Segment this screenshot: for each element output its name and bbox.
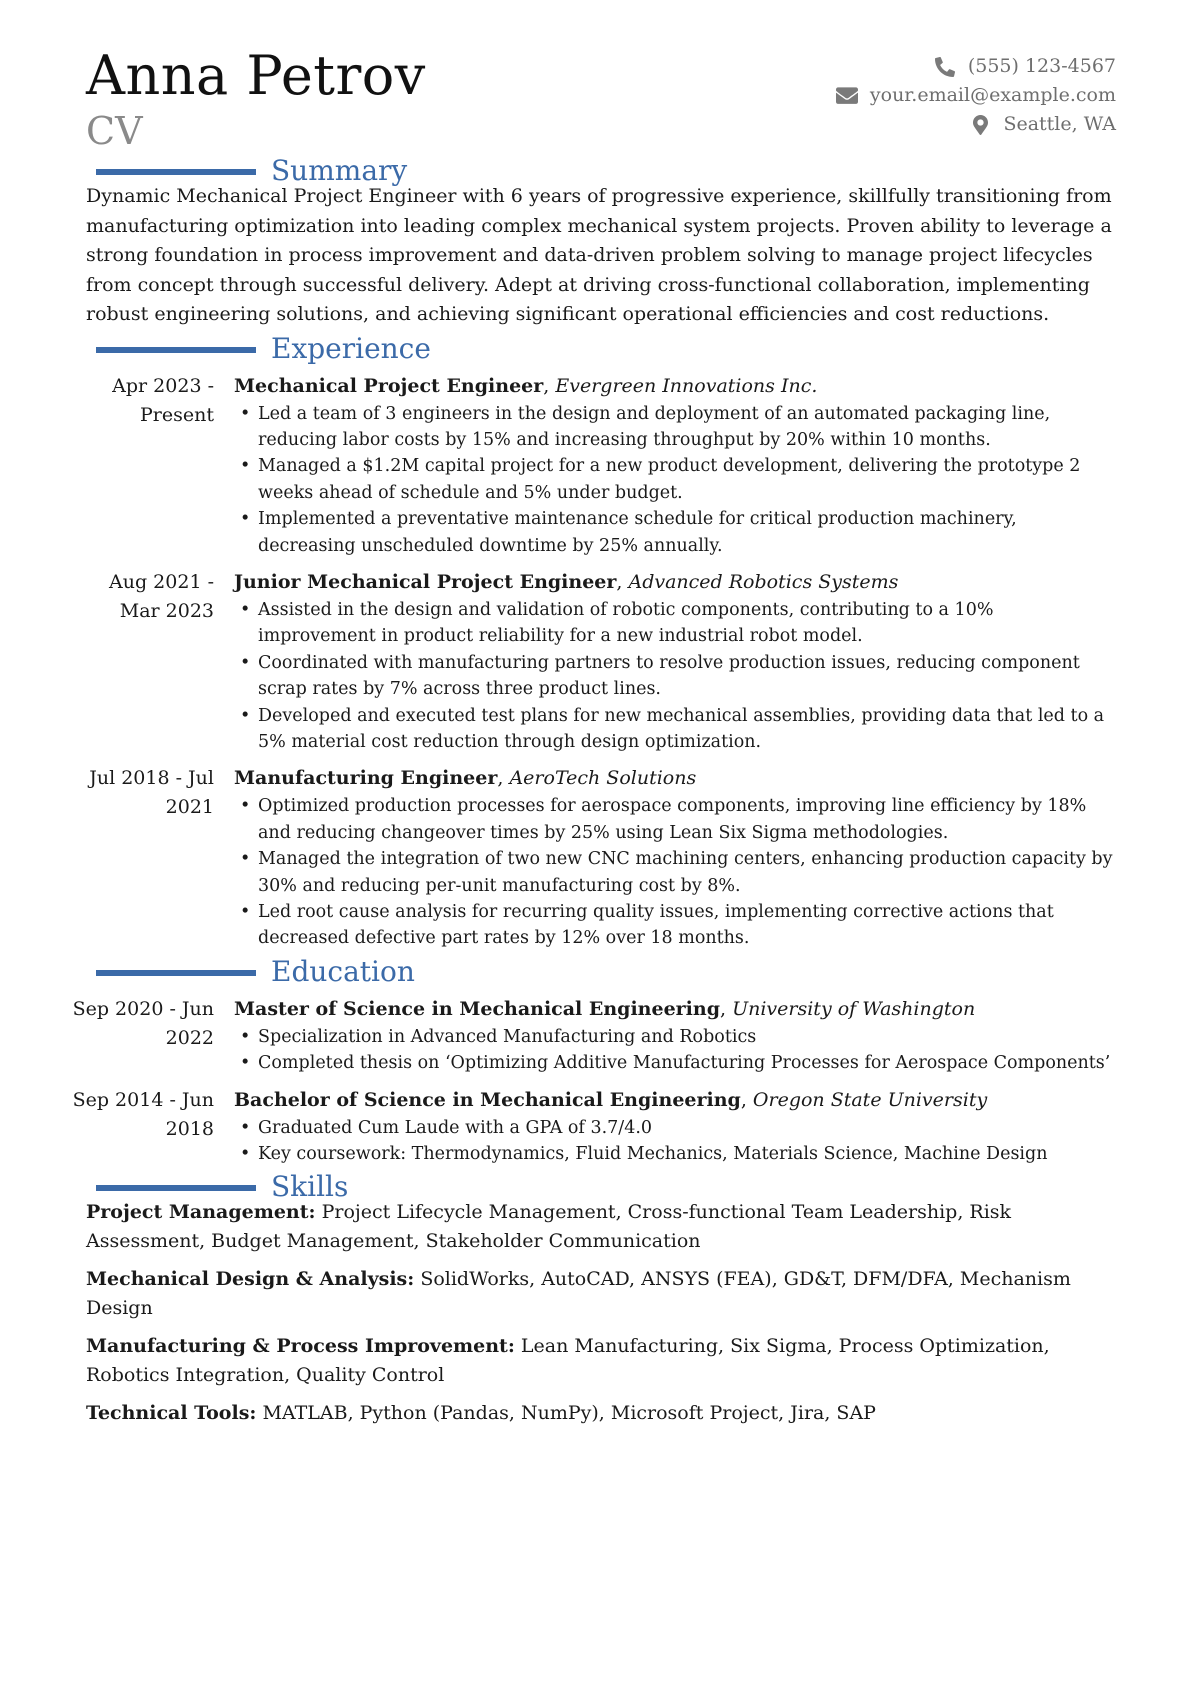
location-text: Seattle, WA (1003, 113, 1116, 135)
entry-role: Mechanical Project Engineer (234, 374, 544, 397)
entry-date: Sep 2014 - Jun 2018 (72, 1088, 214, 1140)
bullet-text: Assisted in the design and validation of robotic components, contributing to a 10% improvement in product reliability for a new industrial robot model. (258, 599, 994, 647)
entry-title (234, 372, 1116, 401)
entry-separator: , (497, 767, 510, 790)
bullet-dot: • (240, 705, 251, 726)
bullet-dot: • (240, 849, 251, 870)
education-entry (72, 1086, 1116, 1168)
bullet-text: Managed a $1.2M capital project for a new product development, delivering the prototype 2 weeks ahead of schedule and 5% under budget. (258, 456, 1081, 503)
entry-organization: Oregon State University (752, 1088, 988, 1111)
experience-entry (86, 372, 1116, 559)
bullet-item (234, 597, 1116, 650)
entry-title (234, 568, 1116, 597)
bullet-item (234, 703, 1116, 756)
contact-email (836, 81, 1116, 110)
bullet-text: Developed and executed test plans for new mechanical assemblies, providing data that led to a 5% material cost reduction through design optimization. (258, 705, 1105, 752)
education-entry (72, 995, 1116, 1077)
entry-body (234, 568, 1116, 755)
bullet-dot: • (240, 1117, 251, 1138)
section-rule (96, 1185, 256, 1191)
document-type: CV (86, 109, 143, 153)
bullet-item (234, 1024, 1116, 1050)
bullet-item (234, 506, 1116, 559)
bullet-dot: • (240, 403, 251, 424)
bullet-item (234, 793, 1116, 846)
experience-entry (86, 764, 1116, 951)
section-heading-experience (96, 332, 1116, 370)
skills-list (86, 1198, 1116, 1428)
entry-role: Master of Science in Mechanical Engineering (234, 997, 720, 1020)
section-heading-skills (96, 1170, 1116, 1208)
skill-row (86, 1332, 1116, 1390)
bullet-text: Specialization in Advanced Manufacturing and Robotics (258, 1026, 757, 1047)
entry-title (234, 1086, 1116, 1115)
bullet-text: Key coursework: Thermodynamics, Fluid Mechanics, Materials Science, Machine Design (258, 1144, 1048, 1165)
entry-body (234, 1086, 1116, 1168)
bullet-dot: • (240, 1053, 251, 1074)
skill-text: MATLAB, Python (Pandas, NumPy), Microsoft Project, Jira, SAP (262, 1402, 876, 1425)
bullet-item (234, 453, 1116, 506)
experience-list (86, 372, 1116, 952)
skill-row (86, 1399, 1116, 1428)
bullet-text: Coordinated with manufacturing partners to resolve production issues, reducing component scrap rates by 7% across three product lines. (258, 652, 1080, 700)
entry-date: Apr 2023 - Present (112, 374, 214, 426)
entry-role: Junior Mechanical Project Engineer (234, 570, 617, 593)
candidate-name: Anna Petrov (86, 44, 426, 107)
bullet-item (234, 1050, 1116, 1076)
bullet-list (234, 793, 1116, 951)
email-text: your.email@example.com (869, 84, 1116, 106)
skill-label: Manufacturing & Process Improvement: (86, 1335, 515, 1358)
entry-organization: AeroTech Solutions (509, 767, 697, 790)
skill-text: Project Lifecycle Management, Cross-functional Team Leadership, Risk Assessment, Budget Management, Stakeholder Communication (86, 1201, 1012, 1253)
summary-text: Dynamic Mechanical Project Engineer with 6 years of progressive experience, skillfully transitioning from manufacturing optimization into leading complex mechanical system projects. Proven ability to leverage a strong foundation in process improvement and data-driven problem solving to manage project lifecycles from concept through successful delivery. Adept at driving cross-functional collaboration, implementing robust engineering solutions, and achieving significant operational efficiencies and cost reductions. (86, 185, 1112, 325)
envelope-icon (836, 87, 858, 105)
bullet-list (234, 1024, 1116, 1077)
contact-block (836, 52, 1116, 139)
bullet-item (234, 1115, 1116, 1141)
entry-separator: , (543, 374, 556, 397)
section-rule (96, 169, 256, 175)
bullet-dot: • (240, 796, 251, 817)
entry-body (234, 372, 1116, 559)
section-rule (96, 970, 256, 976)
bullet-item (234, 846, 1116, 899)
bullet-dot: • (240, 456, 251, 477)
bullet-dot: • (240, 902, 251, 922)
bullet-item (234, 401, 1116, 454)
entry-role: Manufacturing Engineer (234, 767, 498, 790)
cv-page (72, 44, 1116, 1437)
section-heading-education (96, 955, 1116, 993)
bullet-dot: • (240, 1144, 251, 1165)
section-heading-summary (96, 154, 1116, 192)
entry-role: Bachelor of Science in Mechanical Engineering (234, 1088, 741, 1111)
bullet-item (234, 650, 1116, 703)
bullet-list (234, 1115, 1116, 1168)
phone-icon (934, 57, 956, 77)
section-title: Summary (271, 154, 408, 187)
skill-label: Technical Tools: (86, 1402, 257, 1425)
entry-separator: , (720, 997, 733, 1020)
bullet-text: Led a team of 3 engineers in the design and deployment of an automated packaging line, reducing labor costs by 15% and increasing throughput by 20% within 10 months. (258, 403, 1051, 450)
entry-date: Aug 2021 - Mar 2023 (109, 570, 214, 622)
bullet-text: Graduated Cum Laude with a GPA of 3.7/4.0 (258, 1117, 653, 1138)
bullet-item (234, 899, 1116, 952)
education-list (72, 995, 1116, 1168)
skill-row (86, 1265, 1116, 1323)
bullet-text: Completed thesis on ‘Optimizing Additive Manufacturing Processes for Aerospace Components’ (258, 1053, 1111, 1074)
bullet-item (234, 1141, 1116, 1167)
bullet-list (234, 401, 1116, 559)
contact-location (836, 110, 1116, 139)
section-title: Experience (271, 331, 431, 365)
bullet-text: Implemented a preventative maintenance schedule for critical production machinery, decreasing unscheduled downtime by 25% annually. (258, 509, 1017, 556)
entry-title (234, 995, 1116, 1024)
map-marker-icon (969, 115, 991, 135)
section-title: Education (271, 954, 415, 988)
entry-organization: University of Washington (732, 997, 976, 1020)
header (86, 44, 1116, 162)
entry-date: Jul 2018 - Jul 2021 (89, 767, 214, 819)
phone-text: (555) 123-4567 (967, 55, 1116, 77)
bullet-text: Managed the integration of two new CNC machining centers, enhancing production capacity by 30% and reducing per-unit manufacturing cost by 8%. (258, 849, 1113, 896)
bullet-text: Led root cause analysis for recurring quality issues, implementing corrective actions that decreased defective part rates by 12% over 18 months. (258, 902, 1054, 949)
section-title: Skills (271, 1170, 349, 1204)
bullet-dot: • (240, 599, 251, 620)
skill-label: Project Management: (86, 1201, 316, 1224)
entry-date: Sep 2020 - Jun 2022 (72, 997, 214, 1049)
experience-entry (86, 568, 1116, 755)
skill-text: SolidWorks, AutoCAD, ANSYS (FEA), GD&T, DFM/DFA, Mechanism Design (86, 1268, 1071, 1320)
bullet-dot: • (240, 1026, 251, 1047)
entry-separator: , (616, 570, 629, 593)
bullet-text: Optimized production processes for aerospace components, improving line efficiency by 18% and reducing changeover times by 25% using Lean Six Sigma methodologies. (258, 796, 1087, 843)
bullet-dot: • (240, 509, 251, 530)
entry-title (234, 764, 1116, 793)
section-rule (96, 347, 256, 353)
skill-text: Lean Manufacturing, Six Sigma, Process Optimization, Robotics Integration, Quality Control (86, 1335, 1050, 1387)
entry-body (234, 764, 1116, 951)
contact-phone (836, 52, 1116, 81)
bullet-dot: • (240, 652, 251, 673)
skill-label: Mechanical Design & Analysis: (86, 1268, 415, 1291)
entry-organization: Evergreen Innovations Inc. (555, 374, 818, 397)
bullet-list (234, 597, 1116, 755)
entry-separator: , (740, 1088, 753, 1111)
entry-organization: Advanced Robotics Systems (628, 570, 899, 593)
entry-body (234, 995, 1116, 1077)
